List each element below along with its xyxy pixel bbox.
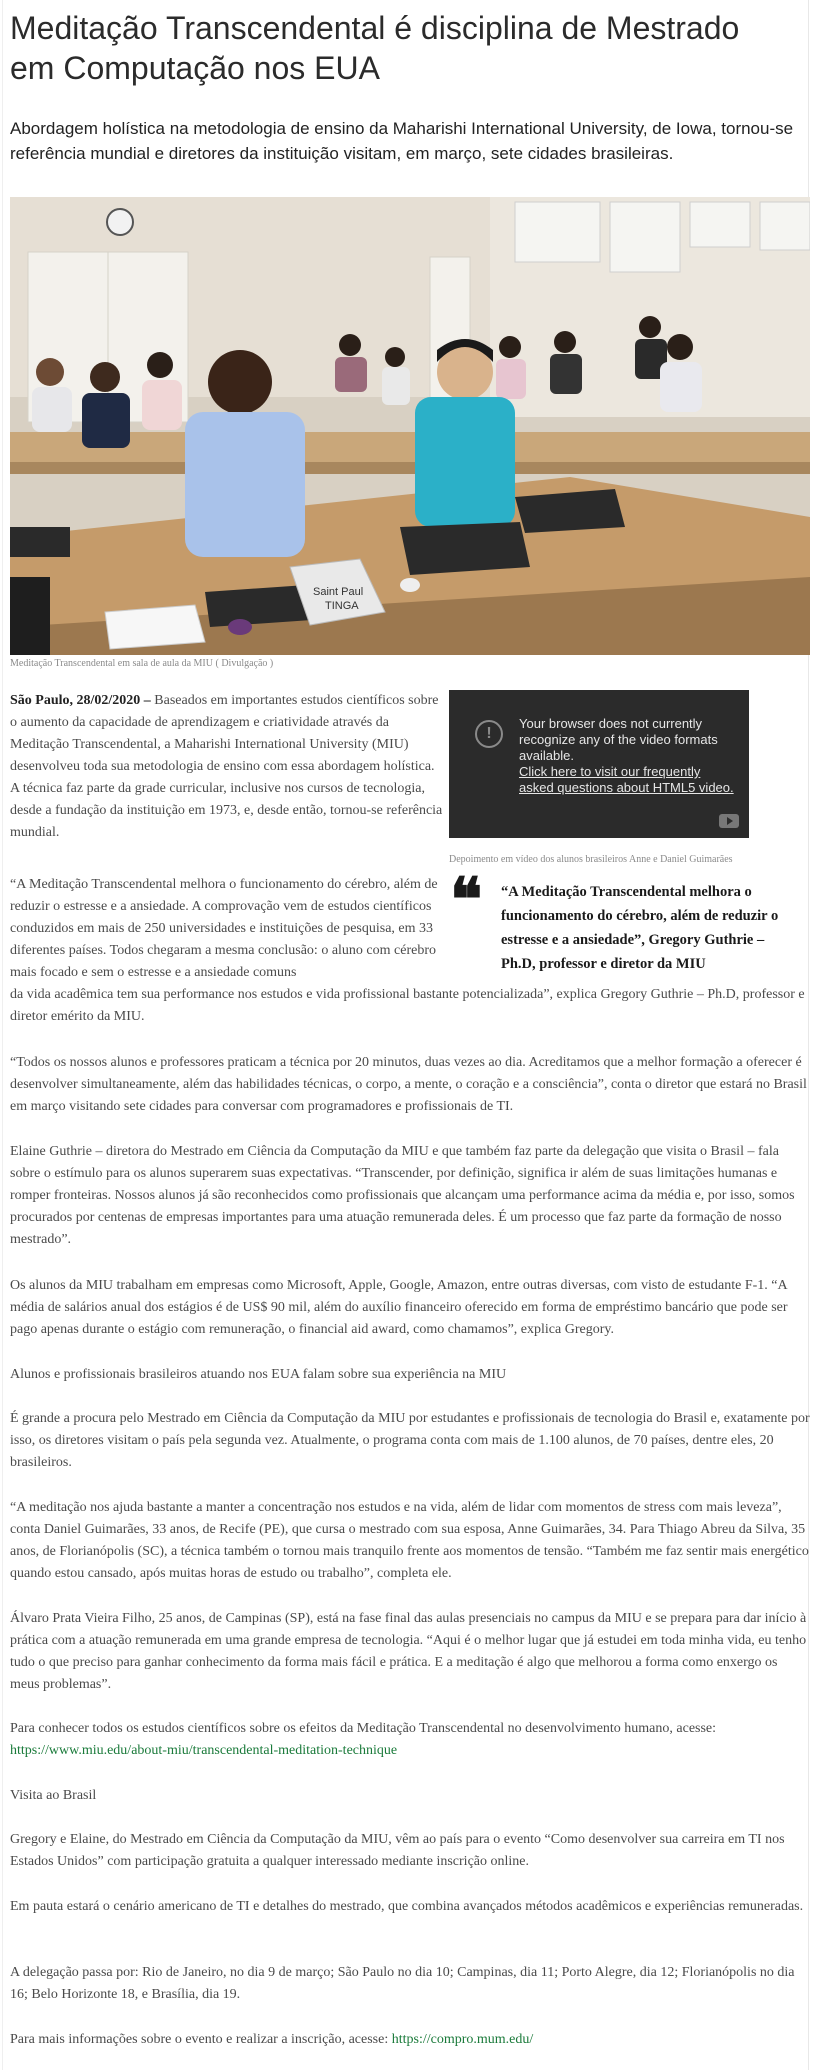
paragraph-9 [10, 1718, 810, 1762]
video-unsupported-message [519, 716, 734, 796]
compro-link[interactable]: https://compro.mum.edu/ [391, 2032, 534, 2047]
paragraph-13-text: Para mais informações sobre o evento e realizar a inscrição, acesse: [10, 2032, 389, 2047]
classroom-illustration [10, 197, 810, 655]
paragraph-13 [10, 2029, 810, 2051]
paragraph-6: É grande a procura pelo Mestrado em Ciência da Computação da MIU por estudantes e profissionais de tecnologia do Brasil e, exatamente por isso, os diretores visitam o país pela segunda vez. Atualmente, o programa conta com mais de 1.100 alunos, de 70 países, dentre eles, 20 brasileiros. [10, 1411, 810, 1470]
quote-icon: ❝ [450, 867, 483, 933]
photo-caption: Meditação Transcendental em sala de aula da MIU ( Divulgação ) [10, 658, 274, 669]
youtube-icon[interactable] [719, 814, 739, 828]
paragraph-intro-text: Baseados em importantes estudos científicos sobre o aumento da capacidade de aprendizagem e criatividade através da Meditação Transcendental, a Maharishi International University (MIU) desenvolveu toda sua metodologia de ensino com essa abordagem holística. A técnica faz parte da grade curricular, inclusive nos cursos de tecnologia, desde a fundação da instituição em 1973, e, desde então, tornou-se referência mundial. [10, 693, 443, 840]
miu-tm-link[interactable]: https://www.miu.edu/about-miu/transcendental-meditation-technique [10, 1743, 398, 1758]
video-help-link[interactable]: Click here to visit our frequently asked questions about HTML5 video. [519, 764, 734, 795]
paragraph-12: A delegação passa por: Rio de Janeiro, no dia 9 de março; São Paulo no dia 10; Campinas, dia 11; Porto Alegre, dia 12; Florianópolis no dia 16; Belo Horizonte 18, e Brasília, dia 19. [10, 1965, 795, 2002]
paragraph-2a: “A Meditação Transcendental melhora o funcionamento do cérebro, além de reduzir o estresse e a ansiedade. A comprovação vem de estudos científicos conduzidos em mais de 250 universidades e instituições de pesquisa, em 33 diferentes países. Todos chegaram a mesma conclusão: o aluno com cérebro mais focado e sem o estresse e a ansiedade comuns [10, 877, 438, 980]
warning-icon: ! [475, 720, 503, 748]
article-photo [10, 197, 810, 655]
left-border [2, 0, 3, 2070]
video-caption: Depoimento em vídeo dos alunos brasileiros Anne e Daniel Guimarães [449, 854, 733, 865]
paragraph-8: Álvaro Prata Vieira Filho, 25 anos, de Campinas (SP), está na fase final das aulas presenciais no campus da MIU e se prepara para dar início à prática com a atuação remunerada em uma grande empresa de tecnologia. “Aqui é o melhor lugar que já estudei em toda minha vida, eu tenho tudo o que preciso para ganhar conhecimento da forma mais fácil e prática. E a meditação é algo que melhorou a forma como enxergo os meus problemas”. [10, 1611, 807, 1692]
paragraph-5: Os alunos da MIU trabalham em empresas como Microsoft, Apple, Google, Amazon, entre outras diversas, com visto de estudante F-1. “A média de salários anual dos estágios é de US$ 90 mil, além do auxílio financeiro oferecido em forma de empréstimo bancário que pode ser pago apenas durante o estágio com remuneração, o financial aid award, como chamamos”, explica Gregory. [10, 1278, 788, 1337]
dateline: São Paulo, 28/02/2020 – [10, 693, 151, 708]
pull-quote: “A Meditação Transcendental melhora o funcionamento do cérebro, além de reduzir o estresse e a ansiedade”, Gregory Guthrie – Ph.D, professor e diretor da MIU [501, 884, 779, 972]
desk-nameplate-line-1: Saint Paul [313, 586, 364, 598]
paragraph-9-text: Para conhecer todos os estudos científicos sobre os efeitos da Meditação Transcendental no desenvolvimento humano, acesse: [10, 1721, 717, 1736]
paragraph-2b: da vida acadêmica tem sua performance nos estudos e vida profissional bastante potencializada”, explica Gregory Guthrie – Ph.D, professor e diretor emérito da MIU. [10, 987, 805, 1024]
paragraph-3: “Todos os nossos alunos e professores praticam a técnica por 20 minutos, duas vezes ao dia. Acreditamos que a melhor formação a oferecer é desenvolver simultaneamente, além das habilidades técnicas, o corpo, a mente, o coração e a consciência”, conta o diretor que estará no Brasil em março visitando sete cidades para conversar com programadores e profissionais de TI. [10, 1055, 807, 1114]
article-title: Meditação Transcendental é disciplina de Mestrado em Computação nos EUA [10, 10, 740, 86]
article-lead: Abordagem holística na metodologia de ensino da Maharishi International University, de Iowa, tornou-se referência mundial e diretores da instituição visitam, em março, sete cidades brasileiras. [10, 119, 794, 163]
subheading-experiences: Alunos e profissionais brasileiros atuando nos EUA falam sobre sua experiência na MIU [10, 1367, 507, 1382]
paragraph-11: Em pauta estará o cenário americano de TI e detalhes do mestrado, que combina avançados métodos acadêmicos e experiências remuneradas. [10, 1899, 804, 1914]
video-player[interactable] [449, 690, 749, 838]
desk-nameplate-line-2: TINGA [325, 600, 359, 612]
paragraph-4: Elaine Guthrie – diretora do Mestrado em Ciência da Computação da MIU e que também faz parte da delegação que visita o Brasil – fala sobre o estímulo para os alunos superarem suas expectativas. “Transcender, por definição, significa ir além de suas limitações humanas e romper fronteiras. Nossos alunos já são reconhecidos como profissionais que alcançam uma performance acima da média e, por isso, somos procurados por centenas de empresas importantes para uma atuação remunerada deles. É um processo que faz parte da formação de nosso mestrado”. [10, 1144, 795, 1247]
paragraph-7: “A meditação nos ajuda bastante a manter a concentração nos estudos e na vida, além de lidar com momentos de stress com mais leveza”, conta Daniel Guimarães, 33 anos, de Recife (PE), que cursa o mestrado com sua esposa, Anne Guimarães, 34. Para Thiago Abreu da Silva, 35 anos, de Florianópolis (SC), a técnica também o tornou mais tranquilo frente aos momentos de tensão. “Também me faz sentir mais energético quando estou cansado, após muitas horas de estudo ou trabalho”, completa ele. [10, 1500, 809, 1581]
video-message-text: Your browser does not currently recognize any of the video formats available. [519, 716, 718, 763]
subheading-visit: Visita ao Brasil [10, 1788, 97, 1803]
paragraph-10: Gregory e Elaine, do Mestrado em Ciência da Computação da MIU, vêm ao país para o evento “Como desenvolver sua carreira em TI nos Estados Unidos” com participação gratuita a qualquer interessado mediante inscrição online. [10, 1832, 785, 1869]
paragraph-intro [10, 690, 445, 844]
